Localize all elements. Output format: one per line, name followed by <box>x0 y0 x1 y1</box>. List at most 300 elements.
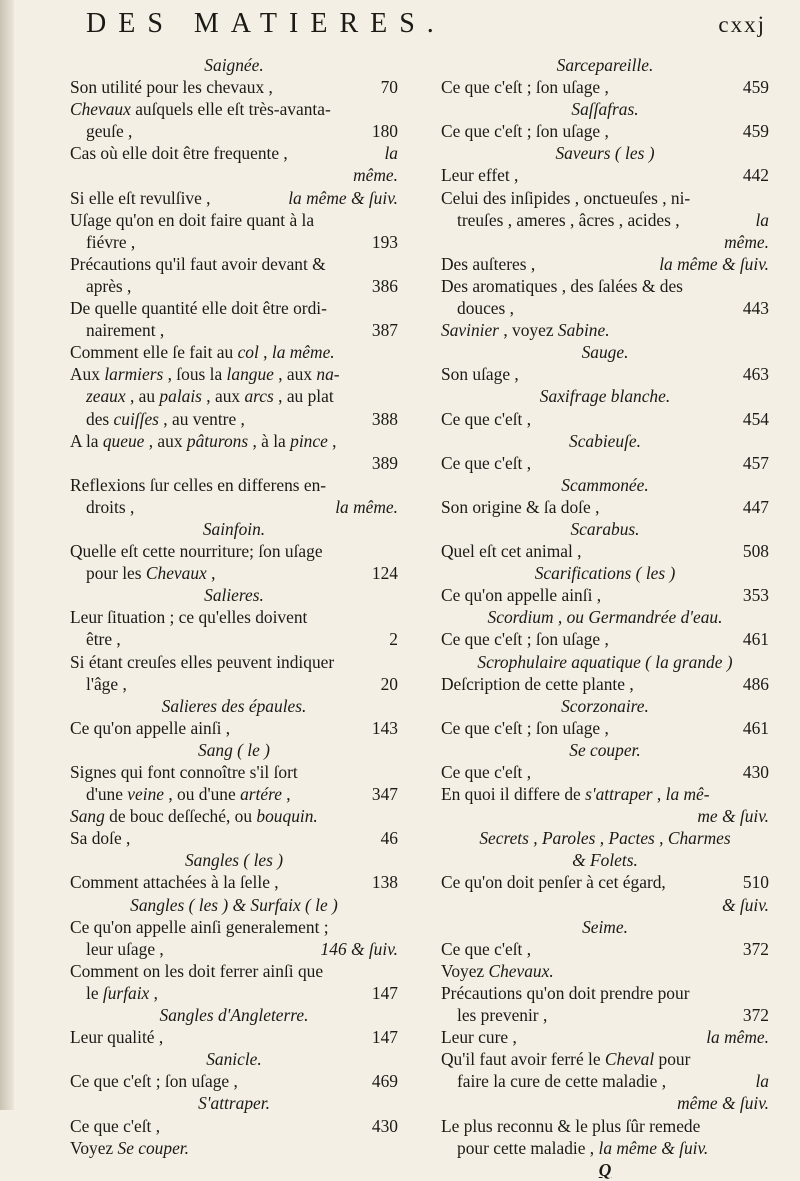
entry-text: après , <box>86 275 132 296</box>
entry-text: Ce qu'on appelle ainſi generalement ; <box>70 916 329 937</box>
entry-text: geuſe , <box>86 121 133 142</box>
page-reference: 461 <box>742 629 769 650</box>
page-reference: 457 <box>742 452 769 473</box>
index-entry <box>441 297 769 319</box>
index-column-left <box>70 54 398 1159</box>
index-entry <box>441 76 769 98</box>
index-heading <box>441 474 769 496</box>
index-entry <box>70 540 398 562</box>
entry-italic: Sabine. <box>557 320 610 341</box>
index-entry <box>70 363 398 385</box>
index-entry <box>441 584 769 606</box>
entry-text: , ou d'une <box>163 784 241 805</box>
entry-text: , <box>595 828 609 849</box>
entry-text: A la <box>70 430 103 451</box>
page-reference: 459 <box>742 121 769 142</box>
entry-italic: pince <box>290 430 328 451</box>
index-heading <box>441 827 769 849</box>
heading-word: Folets. <box>590 850 638 871</box>
index-entry <box>70 474 398 496</box>
heading-word: Sangles <box>130 894 185 915</box>
entry-text: , aux <box>144 430 187 451</box>
entry-text: Aux <box>70 364 105 385</box>
index-entry <box>441 1115 769 1137</box>
index-entry <box>441 253 769 275</box>
index-heading <box>441 849 769 871</box>
index-heading <box>441 606 769 628</box>
index-entry <box>441 960 769 982</box>
page-reference: 430 <box>742 762 769 782</box>
entry-text: Ce qu'on doit penſer à cet égard, <box>441 872 666 893</box>
page-reference: 46 <box>380 828 398 849</box>
entry-text: Ce que c'eſt ; ſon uſage , <box>70 1071 238 1092</box>
index-heading <box>70 849 398 871</box>
entry-text: Ce que c'eſt ; ſon uſage , <box>441 121 609 142</box>
index-entry <box>70 938 398 960</box>
entry-text: Des auſteres , <box>441 253 536 274</box>
index-heading <box>441 54 769 76</box>
index-entry <box>70 805 398 827</box>
page-reference: 180 <box>371 121 398 142</box>
entry-text: faire la cure de cette maladie , <box>457 1071 667 1092</box>
entry-text: , <box>149 982 158 1003</box>
index-heading <box>441 518 769 540</box>
entry-italic: la mê- <box>665 784 710 805</box>
index-entry <box>441 1092 769 1114</box>
entry-text: , au plat <box>273 386 334 407</box>
entry-text: pour les <box>86 563 146 584</box>
entry-italic: pâturons <box>186 430 249 451</box>
index-entry <box>70 1137 398 1159</box>
index-entry <box>441 496 769 518</box>
index-entry <box>70 187 398 209</box>
heading-word: Sarcepareille. <box>556 55 654 75</box>
entry-text: auſquels elle eſt très-avanta- <box>130 99 331 120</box>
index-entry <box>441 761 769 783</box>
entry-italic: zeaux <box>86 386 126 407</box>
page-reference: 386 <box>371 275 398 296</box>
heading-word: Sanicle. <box>206 1049 262 1070</box>
index-entry <box>441 319 769 341</box>
index-heading <box>70 739 398 761</box>
entry-text: Signes qui font connoître s'il ſort <box>70 762 298 782</box>
entry-text: être , <box>86 629 121 650</box>
index-entry <box>70 982 398 1004</box>
entry-text: des <box>86 408 114 429</box>
entry-text: pour <box>654 1049 691 1070</box>
heading-word: Pactes <box>608 828 655 849</box>
index-heading <box>441 739 769 761</box>
entry-text: , au ventre , <box>158 408 245 429</box>
entry-text: ( les ) <box>631 563 676 584</box>
entry-italic: me & ſuiv. <box>697 806 769 827</box>
entry-text: Son origine & ſa doſe , <box>441 496 600 517</box>
index-entry <box>441 1004 769 1026</box>
page-reference: 469 <box>371 1071 398 1092</box>
entry-italic: queue <box>102 430 145 451</box>
page-reference: 70 <box>380 77 398 98</box>
index-entry <box>441 673 769 695</box>
entry-text: Uſage qu'on en doit faire quant à la <box>70 209 315 230</box>
page-reference: 387 <box>371 320 398 341</box>
index-entry <box>441 408 769 430</box>
entry-text: ( les ) <box>610 143 655 164</box>
entry-text: , <box>258 342 272 363</box>
index-entry <box>441 1048 769 1070</box>
index-entry <box>70 783 398 805</box>
cross-reference: la même. <box>335 496 398 517</box>
heading-word: Se couper. <box>569 739 641 760</box>
index-entry <box>441 187 769 209</box>
entry-text: d'une <box>86 784 128 805</box>
index-entry <box>70 297 398 319</box>
index-entry <box>441 363 769 385</box>
heading-word: Charmes <box>667 828 731 849</box>
entry-italic: Cheval <box>604 1049 655 1070</box>
entry-italic: Sang <box>70 806 105 827</box>
entry-text: leur uſage , <box>86 938 164 959</box>
page-reference: 388 <box>371 408 398 429</box>
index-entry <box>70 120 398 142</box>
heading-word: Germandrée <box>588 607 677 628</box>
page-reference: 147 <box>371 1027 398 1048</box>
entry-text: Son uſage , <box>441 364 519 385</box>
entry-text: Leur ſituation ; ce qu'elles doivent <box>70 607 308 628</box>
heading-word: Saſſafras. <box>571 99 639 120</box>
entry-italic: même & ſuiv. <box>677 1093 769 1114</box>
entry-text: , ſous la <box>163 364 227 385</box>
entry-text: Ce qu'on appelle ainſi , <box>70 717 231 738</box>
index-entry <box>441 871 769 893</box>
entry-text: , aux <box>273 364 317 385</box>
heading-word: Saxifrage <box>539 386 607 407</box>
entry-italic: cuiſſes <box>113 408 159 429</box>
catchword: Q <box>598 1159 612 1180</box>
entry-italic: Chevaux <box>145 563 207 584</box>
index-entry <box>70 1070 398 1092</box>
cross-reference: la même & ſuiv. <box>288 187 398 208</box>
entry-text: Ce qu'on appelle ainſi , <box>441 585 602 606</box>
index-heading <box>70 894 398 916</box>
index-entry <box>70 385 398 407</box>
running-header <box>86 8 766 48</box>
index-entry <box>70 827 398 849</box>
index-entry <box>70 960 398 982</box>
index-entry <box>441 783 769 805</box>
index-entry <box>70 76 398 98</box>
page-reference: 138 <box>371 872 398 893</box>
page-number: cxxj <box>718 12 766 37</box>
entry-text: Ce que c'eſt , <box>441 452 532 473</box>
entry-text: Quel eſt cet animal , <box>441 541 582 562</box>
cross-reference: la même. <box>706 1027 769 1048</box>
index-entry <box>441 275 769 297</box>
entry-italic: palais <box>159 386 202 407</box>
running-title: DES MATIERES. <box>86 8 446 39</box>
entry-text: aquatique ( la grande ) <box>566 651 733 672</box>
entry-text: Voyez <box>441 960 489 981</box>
entry-text: Des aromatiques , des ſalées & des <box>441 275 683 296</box>
index-heading <box>70 54 398 76</box>
entry-text: Ce que c'eſt , <box>441 408 532 429</box>
index-entry <box>441 628 769 650</box>
entry-italic: veine <box>127 784 164 805</box>
index-heading <box>70 518 398 540</box>
index-entry <box>441 120 769 142</box>
entry-text: , <box>528 828 542 849</box>
cross-reference: 146 & ſuiv. <box>320 938 398 959</box>
entry-text: Précautions qu'on doit prendre pour <box>441 982 690 1003</box>
entry-italic: la même. <box>271 342 335 363</box>
entry-text: Précautions qu'il faut avoir devant & <box>70 253 326 274</box>
index-entry <box>70 408 398 430</box>
entry-text: , au <box>125 386 160 407</box>
index-column-right <box>441 54 769 1180</box>
index-entry <box>70 253 398 275</box>
index-heading <box>441 651 769 673</box>
heading-word: Sangles <box>159 1005 214 1026</box>
entry-italic: Chevaux. <box>488 960 554 981</box>
index-heading <box>441 98 769 120</box>
entry-text: Ce que c'eſt ; ſon uſage , <box>441 717 609 738</box>
entry-text: Sa doſe , <box>70 828 131 849</box>
heading-word: Sang <box>198 739 233 760</box>
index-entry <box>70 142 398 164</box>
index-entry <box>441 805 769 827</box>
entry-italic: arcs <box>244 386 274 407</box>
index-heading <box>441 142 769 164</box>
entry-text: , aux <box>201 386 245 407</box>
entry-text: Leur cure , <box>441 1027 517 1048</box>
entry-italic: langue <box>226 364 274 385</box>
entry-text: Leur qualité , <box>70 1027 164 1048</box>
entry-text: , ou <box>553 607 589 628</box>
index-entry <box>70 606 398 628</box>
index-heading <box>70 1004 398 1026</box>
entry-text: Quelle eſt cette nourriture; ſon uſage <box>70 541 323 562</box>
entry-text: Son utilité pour les chevaux , <box>70 77 273 98</box>
heading-word: Salieres. <box>204 585 264 606</box>
heading-word: Sainfoin. <box>202 518 266 539</box>
index-heading <box>441 430 769 452</box>
entry-text: , <box>327 430 337 451</box>
entry-italic: la même & ſuiv. <box>598 1137 709 1158</box>
entry-text: Reflexions ſur celles en differens en- <box>70 474 327 495</box>
heading-word: Scrophulaire <box>477 651 567 672</box>
index-entry <box>70 341 398 363</box>
entry-text: En quoi il differe de <box>441 784 586 805</box>
heading-word: Paroles <box>541 828 596 849</box>
index-entry <box>70 651 398 673</box>
index-heading <box>70 584 398 606</box>
index-entry <box>70 430 398 452</box>
heading-word: Secrets <box>479 828 529 849</box>
heading-word: Salieres <box>161 695 218 716</box>
index-heading <box>441 695 769 717</box>
index-entry <box>70 209 398 231</box>
index-entry <box>70 1026 398 1048</box>
index-entry <box>70 1115 398 1137</box>
page-reference: 372 <box>742 1005 769 1026</box>
page-reference: 461 <box>742 717 769 738</box>
entry-text: Qu'il faut avoir ferré le <box>441 1049 605 1070</box>
entry-text: Si elle eſt revulſive , <box>70 187 211 208</box>
index-entry <box>70 562 398 584</box>
heading-word: Saignée. <box>204 55 264 75</box>
page-reference: 510 <box>742 872 769 893</box>
heading-word: Scordium <box>487 607 554 628</box>
page-reference: 2 <box>389 629 398 650</box>
index-heading <box>70 695 398 717</box>
index-entry <box>70 673 398 695</box>
heading-word: Saveurs <box>555 143 611 164</box>
entry-text: 389 <box>371 452 398 473</box>
index-entry <box>441 938 769 960</box>
entry-text: ( le ) <box>232 739 270 760</box>
entry-text: pour cette maladie , <box>457 1137 599 1158</box>
entry-text: ( les ) & <box>184 894 251 915</box>
entry-text: des épaules. <box>217 695 307 716</box>
index-entry <box>70 319 398 341</box>
entry-text: ( le ) <box>300 894 338 915</box>
index-entry <box>441 1137 769 1159</box>
page-reference: 430 <box>371 1115 398 1136</box>
heading-word: Scorzonaire. <box>561 695 649 716</box>
entry-text: Comment attachées à la ſelle , <box>70 872 279 893</box>
entry-italic: larmiers <box>104 364 164 385</box>
entry-text: , <box>654 828 668 849</box>
entry-text: Deſcription de cette plante , <box>441 673 634 694</box>
index-entry <box>70 496 398 518</box>
entry-italic: na- <box>316 364 340 385</box>
entry-text: les prevenir , <box>457 1005 548 1026</box>
entry-text: nairement , <box>86 320 165 341</box>
index-entry <box>441 231 769 253</box>
entry-text: Comment on les doit ferrer ainſi que <box>70 960 324 981</box>
index-heading <box>70 1092 398 1114</box>
heading-word: Sauge. <box>581 342 629 363</box>
index-entry <box>441 982 769 1004</box>
heading-word: Sangles <box>184 850 240 871</box>
page-binding-shadow <box>0 0 14 1110</box>
heading-word: Scarifications <box>534 563 632 584</box>
cross-reference: la <box>755 209 769 230</box>
cross-reference: la <box>384 143 398 164</box>
entry-italic: artére <box>240 784 282 805</box>
index-entry <box>70 761 398 783</box>
entry-text: l'âge , <box>86 673 127 694</box>
entry-italic: même. <box>353 165 398 186</box>
heading-word: Seime. <box>582 916 628 937</box>
entry-text: Ce que c'eſt , <box>441 938 532 959</box>
index-heading <box>441 562 769 584</box>
cross-reference: la <box>755 1071 769 1092</box>
heading-word: Scammonée. <box>561 474 649 495</box>
entry-text: d'Angleterre. <box>213 1005 309 1026</box>
index-entry <box>441 1026 769 1048</box>
index-heading <box>441 341 769 363</box>
index-entry <box>441 209 769 231</box>
page-reference: 347 <box>371 784 398 805</box>
index-entry <box>70 871 398 893</box>
entry-text: , à la <box>248 430 291 451</box>
entry-text: de bouc deſſeché, ou <box>104 806 257 827</box>
index-entry <box>70 231 398 253</box>
cross-reference: la même & ſuiv. <box>659 253 769 274</box>
index-entry <box>441 717 769 739</box>
page-reference: 353 <box>742 585 769 606</box>
index-entry <box>441 540 769 562</box>
entry-text: fiévre , <box>86 231 136 252</box>
entry-italic: & ſuiv. <box>721 894 769 915</box>
page-reference: 447 <box>742 496 769 517</box>
entry-text: Ce que c'eſt , <box>441 762 532 782</box>
entry-text: le <box>86 982 103 1003</box>
entry-italic: même. <box>724 231 769 252</box>
heading-word: Scarabus. <box>570 518 640 539</box>
entry-text: Si étant creuſes elles peuvent indiquer <box>70 651 335 672</box>
page-reference: 372 <box>742 938 769 959</box>
entry-text: douces , <box>457 298 514 319</box>
index-entry <box>441 164 769 186</box>
heading-word: Scabieuſe. <box>569 430 641 451</box>
index-entry <box>70 916 398 938</box>
index-entry <box>70 98 398 120</box>
page-reference: 486 <box>742 673 769 694</box>
entry-text: d'eau. <box>676 607 723 628</box>
heading-word: S'attraper. <box>198 1093 270 1114</box>
entry-text: , <box>206 563 216 584</box>
index-heading <box>441 916 769 938</box>
index-entry <box>441 452 769 474</box>
entry-italic: Chevaux <box>70 99 131 120</box>
entry-italic: col <box>237 342 259 363</box>
page-reference: 463 <box>742 364 769 385</box>
index-heading <box>441 385 769 407</box>
index-entry <box>441 1070 769 1092</box>
entry-italic: ſurfaix <box>102 982 150 1003</box>
page-reference: 442 <box>742 165 769 186</box>
page-reference: 143 <box>371 717 398 738</box>
entry-text: Cas où elle doit être frequente , <box>70 143 288 164</box>
index-entry <box>70 717 398 739</box>
page-reference: 20 <box>380 673 398 694</box>
heading-word: Surfaix <box>250 894 301 915</box>
entry-text: Voyez <box>70 1137 118 1158</box>
page-reference: 193 <box>371 231 398 252</box>
entry-text: Leur effet , <box>441 165 519 186</box>
entry-text: , voyez <box>498 320 558 341</box>
index-heading <box>70 1048 398 1070</box>
index-entry <box>70 164 398 186</box>
page-reference: 508 <box>742 541 769 562</box>
page-reference: 147 <box>371 982 398 1003</box>
entry-italic: s'attraper <box>585 784 653 805</box>
entry-text: , <box>652 784 666 805</box>
entry-text: Comment elle ſe fait au <box>70 342 238 363</box>
entry-text: De quelle quantité elle doit être ordi- <box>70 298 327 319</box>
entry-text: & <box>572 850 591 871</box>
entry-text: Ce que c'eſt ; ſon uſage , <box>441 629 609 650</box>
entry-text: ( les ) <box>239 850 284 871</box>
entry-text: Celui des inſipides , onctueuſes , ni- <box>441 187 691 208</box>
page-reference: 454 <box>742 408 769 429</box>
page-reference: 459 <box>742 77 769 98</box>
entry-italic: Savinier <box>441 320 499 341</box>
index-entry <box>70 628 398 650</box>
entry-italic: bouquin. <box>256 806 318 827</box>
entry-italic: Se couper. <box>117 1137 189 1158</box>
